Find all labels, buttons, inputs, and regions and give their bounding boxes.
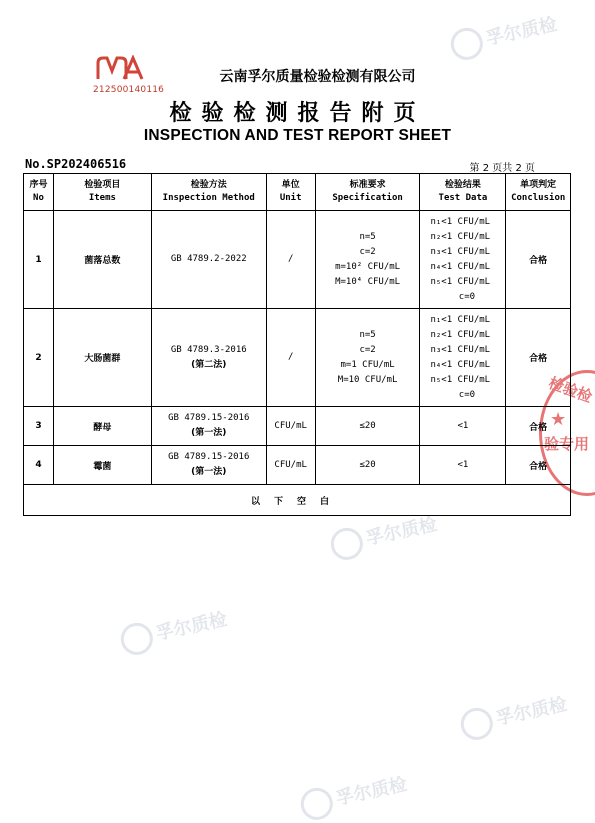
company-name: 云南孚尔质量检验检测有限公司	[219, 69, 416, 85]
row-unit: CFU/mL	[266, 446, 315, 485]
row-spec: n=5 c=2 m=1 CFU/mL M=10 CFU/mL	[315, 309, 420, 407]
row-conclusion: 合格	[506, 446, 571, 485]
table-row	[24, 407, 571, 446]
watermark-logo-icon	[448, 25, 486, 63]
watermark-logo-icon	[298, 785, 336, 823]
row-unit: /	[266, 211, 315, 309]
row-no: 2	[24, 309, 54, 407]
row-item: 霉菌	[53, 446, 151, 485]
row-test-data: n₁<1 CFU/mL n₂<1 CFU/mL n₃<1 CFU/mL n₄<1 CFU/mL n₅<1 CFU/mL c=0	[420, 309, 506, 407]
row-unit: CFU/mL	[266, 407, 315, 446]
row-item: 酵母	[53, 407, 151, 446]
table-row	[24, 446, 571, 485]
header-conclusion: 单项判定 Conclusion	[506, 174, 571, 211]
watermark-logo-icon	[458, 705, 496, 743]
row-test-data: n₁<1 CFU/mL n₂<1 CFU/mL n₃<1 CFU/mL n₄<1 CFU/mL n₅<1 CFU/mL c=0	[420, 211, 506, 309]
seal-stamp: 检验检 ★ 验专用	[539, 370, 595, 496]
results-table	[23, 173, 571, 516]
row-method: GB 4789.3-2016 (第二法)	[151, 309, 266, 407]
watermark-logo-icon	[118, 620, 156, 658]
row-conclusion: 合格	[506, 309, 571, 407]
header-items: 检验项目 Items	[53, 174, 151, 211]
report-number: No.SP202406516	[25, 157, 127, 171]
row-spec: n=5 c=2 m=10² CFU/mL M=10⁴ CFU/mL	[315, 211, 420, 309]
row-no: 3	[24, 407, 54, 446]
table-end-row	[24, 485, 571, 516]
report-title-en: INSPECTION AND TEST REPORT SHEET	[143, 127, 452, 144]
row-method: GB 4789.15-2016 (第一法)	[151, 407, 266, 446]
table-row	[24, 211, 571, 309]
end-of-table-note: 以下空白	[24, 485, 571, 516]
table-row	[24, 309, 571, 407]
watermark: 孚尔质检	[458, 689, 570, 743]
table-header-row	[24, 174, 571, 211]
row-method: GB 4789.2-2022	[151, 211, 266, 309]
header-unit: 单位 Unit	[266, 174, 315, 211]
row-no: 1	[24, 211, 54, 309]
row-spec: ≤20	[315, 446, 420, 485]
star-icon: ★	[550, 409, 567, 430]
row-item: 菌落总数	[53, 211, 151, 309]
row-test-data: <1	[420, 446, 506, 485]
watermark-logo-icon	[328, 525, 366, 563]
watermark: 孚尔质检	[298, 769, 410, 823]
watermark: 孚尔质检	[448, 9, 560, 63]
row-no: 4	[24, 446, 54, 485]
header-method: 检验方法 Inspection Method	[151, 174, 266, 211]
row-conclusion: 合格	[506, 211, 571, 309]
header-specification: 标准要求 Specification	[315, 174, 420, 211]
header-test-data: 检验结果 Test Data	[420, 174, 506, 211]
report-title-cn: 检验检测报告附页	[169, 101, 426, 126]
row-test-data: <1	[420, 407, 506, 446]
logo-code: 212500140116	[93, 85, 165, 95]
watermark: 孚尔质检	[328, 509, 440, 563]
header-no: 序号 No	[24, 174, 54, 211]
watermark: 孚尔质检	[118, 604, 230, 658]
row-method: GB 4789.15-2016 (第一法)	[151, 446, 266, 485]
row-item: 大肠菌群	[53, 309, 151, 407]
row-unit: /	[266, 309, 315, 407]
row-spec: ≤20	[315, 407, 420, 446]
page-info: 第 2 页共 2 页	[469, 163, 535, 174]
row-conclusion: 合格	[506, 407, 571, 446]
